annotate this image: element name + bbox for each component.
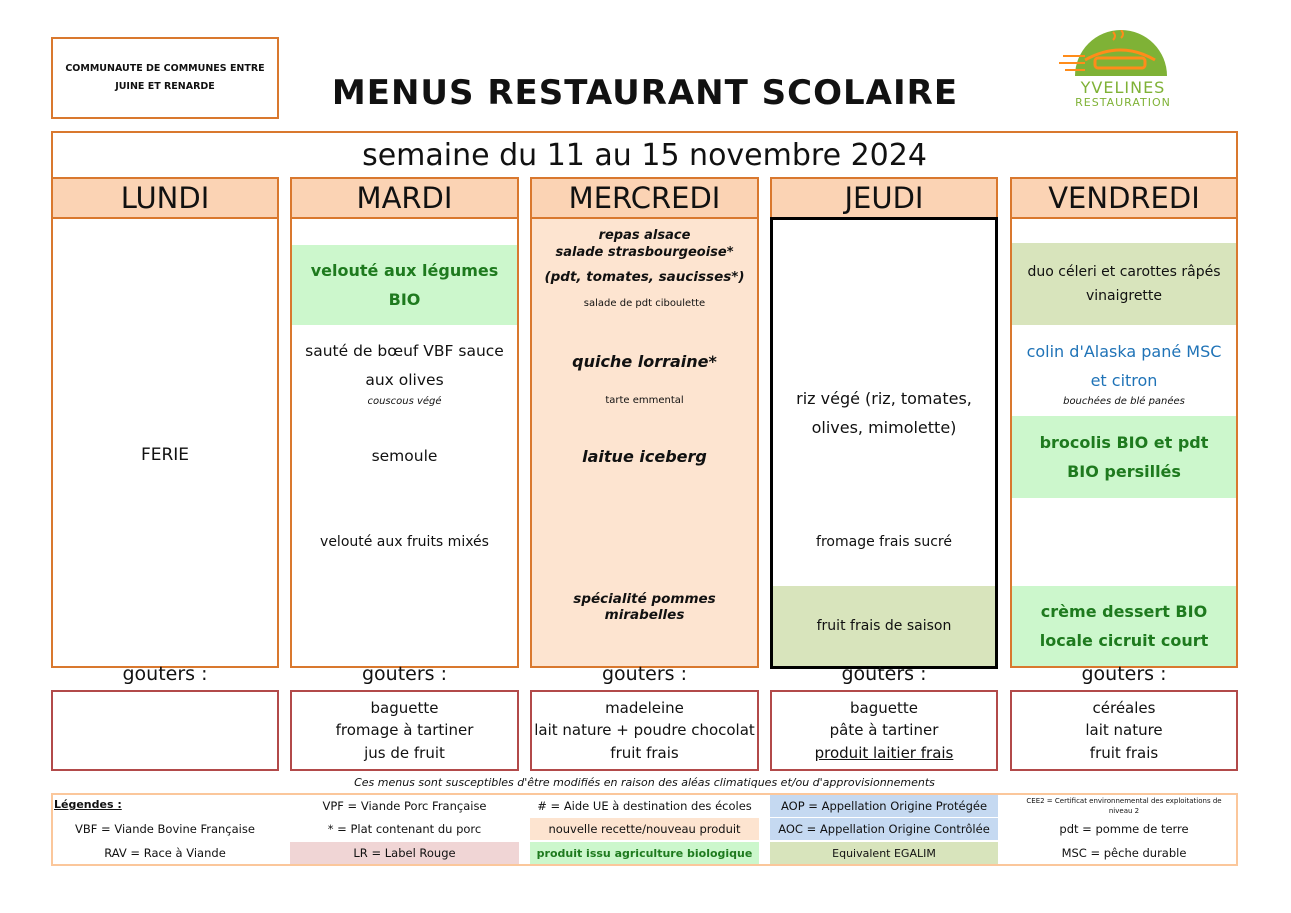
mercredi-main-alt: tarte emmental xyxy=(605,395,684,406)
legend-cee2: CEE2 = Certificat environnemental des exploitations de niveau 2 xyxy=(1026,797,1222,815)
day-header-vendredi: VENDREDI xyxy=(1010,177,1238,219)
lundi-ferie: FERIE xyxy=(140,444,190,465)
week-title: semaine du 11 au 15 novembre 2024 xyxy=(51,131,1238,177)
legend-bio: produit issu agriculture biologique xyxy=(530,842,759,864)
mardi-starter-line1: velouté aux légumes xyxy=(310,261,499,280)
gouter-jeudi-item: baguette xyxy=(850,698,918,717)
mardi-starter xyxy=(292,245,517,325)
vendredi-starter-line2: vinaigrette xyxy=(1085,288,1163,304)
vendredi-main-line2: et citron xyxy=(1090,371,1158,390)
gouter-jeudi-item: produit laitier frais xyxy=(814,743,954,762)
vendredi-side-line2: BIO persillés xyxy=(1067,462,1181,481)
organisation-box xyxy=(51,37,279,119)
mercredi-side: laitue iceberg xyxy=(582,446,707,466)
jeudi-main-line1: riz végé (riz, tomates, xyxy=(796,389,972,408)
gouter-box-mardi xyxy=(290,690,519,771)
logo-text-restauration: RESTAURATION xyxy=(1075,96,1171,109)
gouter-box-lundi xyxy=(51,690,279,771)
gouter-mardi-item: jus de fruit xyxy=(364,743,445,762)
mercredi-starter-line2: (pdt, tomates, saucisses*) xyxy=(544,269,745,285)
legend-aoc: AOC = Appellation Origine Contrôlée xyxy=(770,818,998,840)
mercredi-starter-line1: salade strasbourgeoise* xyxy=(555,244,734,260)
vendredi-dessert-line2: locale cicruit court xyxy=(1039,631,1209,650)
legend-label-rouge: LR = Label Rouge xyxy=(290,842,519,864)
gouter-vendredi-item: fruit frais xyxy=(1089,743,1159,762)
mercredi-starter-alt: salade de pdt ciboulette xyxy=(583,298,706,309)
day-header-jeudi: JEUDI xyxy=(770,177,998,219)
mercredi-theme: repas alsace xyxy=(598,227,691,243)
gouter-vendredi-item: céréales xyxy=(1092,698,1156,717)
vendredi-dessert xyxy=(1012,586,1236,666)
vendredi-side-line1: brocolis BIO et pdt xyxy=(1039,433,1209,452)
org-name-line1: COMMUNAUTE DE COMMUNES ENTRE xyxy=(65,63,265,74)
vendredi-dessert-line1: crème dessert BIO xyxy=(1040,602,1208,621)
mardi-main-alt: couscous végé xyxy=(367,396,442,407)
gouter-vendredi-item: lait nature xyxy=(1085,721,1163,740)
legend-egalim: Equivalent EGALIM xyxy=(770,842,998,864)
gouter-mardi-item: baguette xyxy=(370,698,439,717)
gouter-box-mercredi xyxy=(530,690,759,771)
vendredi-starter xyxy=(1012,243,1236,325)
legend-ue: # = Aide UE à destination des écoles xyxy=(537,799,752,813)
day-header-mardi: MARDI xyxy=(290,177,519,219)
yvelines-restauration-logo xyxy=(1055,30,1180,115)
jeudi-dairy: fromage frais sucré xyxy=(816,533,952,550)
vendredi-main-alt: bouchées de blé panées xyxy=(1063,396,1185,407)
logo-text-yvelines: YVELINES xyxy=(1080,78,1166,97)
jeudi-fruit: fruit frais de saison xyxy=(773,586,995,666)
jeudi-main xyxy=(773,383,995,443)
legend-msc: MSC = pêche durable xyxy=(1061,846,1187,860)
page-title: MENUS RESTAURANT SCOLAIRE xyxy=(331,73,959,113)
legend-pdt: pdt = pomme de terre xyxy=(1059,822,1189,836)
mardi-dessert: velouté aux fruits mixés xyxy=(320,533,489,550)
jeudi-main-line2: olives, mimolette) xyxy=(811,418,957,437)
legend-nouveau: nouvelle recette/nouveau produit xyxy=(530,818,759,840)
legend-title: Légendes : xyxy=(54,798,122,811)
gouter-label-jeudi: gouters : xyxy=(841,663,927,685)
gouter-label-mercredi: gouters : xyxy=(601,663,688,685)
gouter-mardi-item: fromage à tartiner xyxy=(335,721,474,740)
mardi-starter-line2: BIO xyxy=(388,290,421,309)
gouter-label-vendredi: gouters : xyxy=(1081,663,1167,685)
org-name-line2: JUINE ET RENARDE xyxy=(115,81,215,92)
day-header-lundi: LUNDI xyxy=(51,177,279,219)
gouter-mercredi-item: fruit frais xyxy=(610,743,679,762)
disclaimer-note: Ces menus sont susceptibles d'être modifiés en raison des aléas climatiques et/ou d'approvisionnements xyxy=(354,775,935,789)
vendredi-side xyxy=(1012,416,1236,498)
legend-vbf: VBF = Viande Bovine Française xyxy=(75,822,255,836)
legend-aop: AOP = Appellation Origine Protégée xyxy=(770,795,998,817)
gouter-mercredi-item: madeleine xyxy=(605,698,684,717)
gouter-box-vendredi xyxy=(1010,690,1238,771)
cloche-logo-icon xyxy=(1055,30,1180,80)
mardi-main xyxy=(292,333,517,413)
legend-vpf: VPF = Viande Porc Française xyxy=(322,799,487,813)
day-header-mercredi: MERCREDI xyxy=(530,177,759,219)
vendredi-main xyxy=(1012,333,1236,413)
vendredi-main-line1: colin d'Alaska pané MSC xyxy=(1026,342,1222,361)
gouter-mercredi-item: lait nature + poudre chocolat xyxy=(534,721,755,740)
gouter-jeudi-item: pâte à tartiner xyxy=(829,721,939,740)
vendredi-starter-line1: duo céleri et carottes râpés xyxy=(1027,264,1221,280)
mardi-main-line2: aux olives xyxy=(365,371,444,389)
legend-rav: RAV = Race à Viande xyxy=(104,846,226,860)
gouter-box-jeudi xyxy=(770,690,998,771)
mardi-side: semoule xyxy=(371,446,438,465)
mardi-main-line1: sauté de bœuf VBF sauce xyxy=(305,342,504,360)
mercredi-main: quiche lorraine* xyxy=(572,351,717,371)
legend-porc: * = Plat contenant du porc xyxy=(327,822,482,836)
gouter-label-lundi: gouters : xyxy=(122,663,208,685)
mercredi-dessert: spécialité pommes mirabelles xyxy=(573,591,716,623)
gouter-label-mardi: gouters : xyxy=(361,663,448,685)
